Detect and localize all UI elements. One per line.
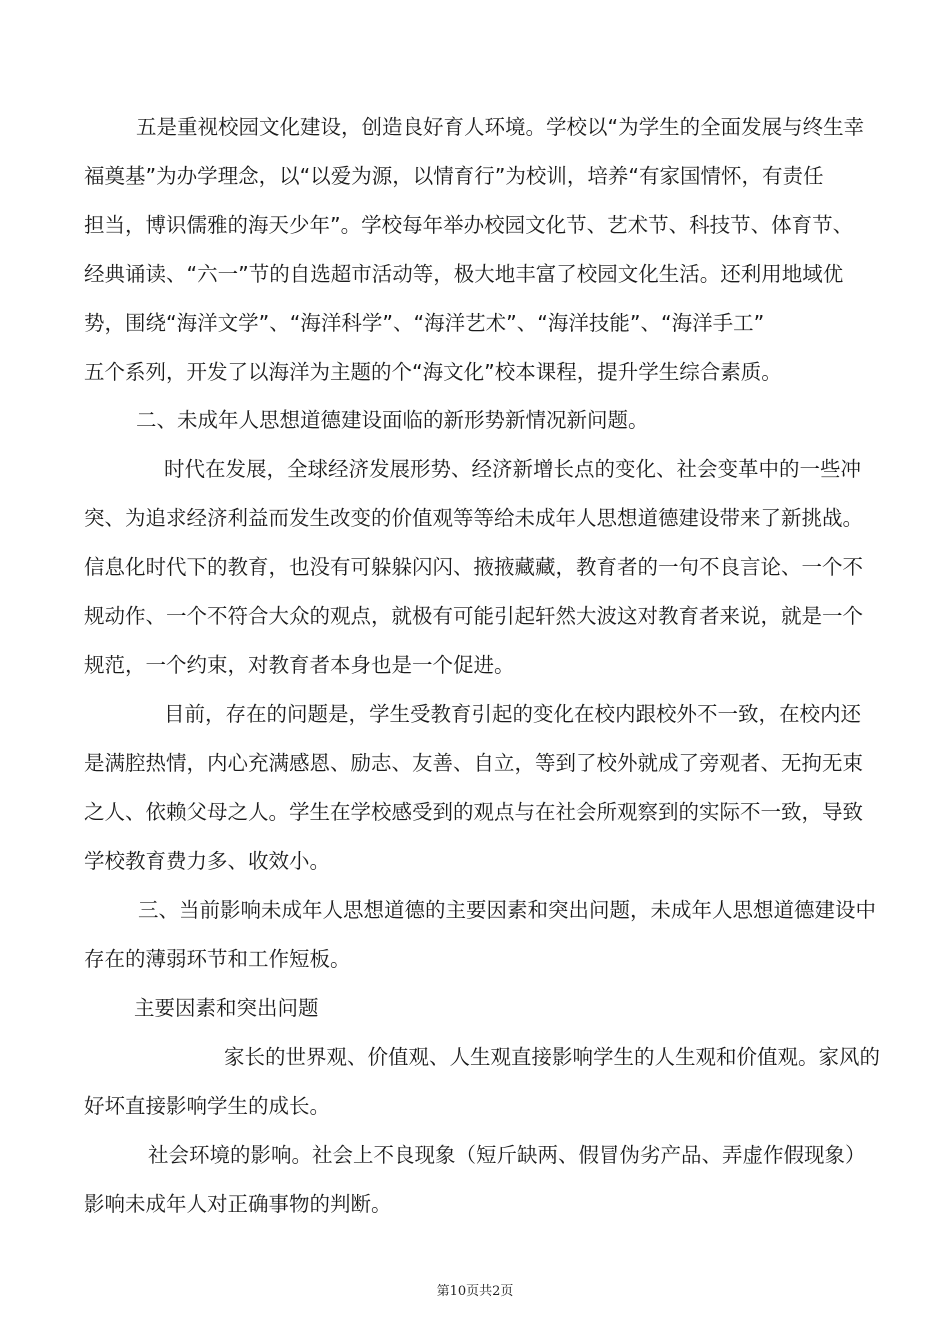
heading-text: 存在的薄弱环节和工作短板。 (84, 947, 351, 971)
text-line: 担当，博识儒雅的海天少年”。学校每年举办校园文化节、艺术节、科技节、体育节、 (84, 213, 854, 237)
text-line: 信息化时代下的教育，也没有可躲躲闪闪、掖掖藏藏，教育者的一句不良言论、一个不 (84, 555, 863, 579)
text-line: 目前，存在的问题是，学生受教育引起的变化在校内跟校外不一致，在校内还 (164, 702, 861, 726)
subheading-factors (84, 984, 874, 1033)
paragraph-social-influence (84, 1131, 874, 1229)
heading-text: 主要因素和突出问题 (134, 996, 319, 1020)
text-line: 突、为追求经济利益而发生改变的价值观等等给未成年人思想道德建设带来了新挑战。 (84, 506, 863, 530)
text-line: 好坏直接影响学生的成长。 (84, 1094, 330, 1118)
paragraph-current-problems (84, 690, 874, 886)
text-line: 之人、依赖父母之人。学生在学校感受到的观点与在社会所观察到的实际不一致，导致 (84, 800, 863, 824)
text-line: 是满腔热情，内心充满感恩、励志、友善、自立，等到了校外就成了旁观者、无拘无束 (84, 751, 863, 775)
text-line: 时代在发展，全球经济发展形势、经济新增长点的变化、社会变革中的一些冲 (164, 457, 861, 481)
section-heading-three (84, 886, 874, 984)
text-line: 影响未成年人对正确事物的判断。 (84, 1192, 392, 1216)
text-line: 五是重视校园文化建设，创造良好育人环境。学校以“为学生的全面发展与终生幸 (136, 115, 865, 139)
section-heading-two (84, 396, 874, 445)
heading-text: 三、当前影响未成年人思想道德的主要因素和突出问题，未成年人思想道德建设中 (138, 898, 876, 922)
text-line: 福奠基”为办学理念，以“以爱为源，以情育行”为校训，培养“有家国情怀，有责任 (84, 164, 824, 188)
page-footer: 第10页共2页 (436, 1284, 514, 1299)
text-line: 势，围绕“海洋文学”、“海洋科学”、“海洋艺术”、“海洋技能”、“海洋手工” (84, 311, 765, 335)
text-line: 规动作、一个不符合大众的观点，就极有可能引起轩然大波这对教育者来说，就是一个 (84, 604, 863, 628)
paragraph-family-influence (84, 1033, 880, 1131)
text-line: 社会环境的影响。社会上不良现象（短斤缺两、假冒伪劣产品、弄虚作假现象） (148, 1143, 866, 1167)
text-line: 五个系列，开发了以海洋为主题的个“海文化”校本课程，提升学生综合素质。 (84, 360, 782, 384)
text-line: 学校教育费力多、收效小。 (84, 849, 330, 873)
paragraph-new-situation (84, 445, 874, 690)
heading-text: 二、未成年人思想道德建设面临的新形势新情况新问题。 (136, 408, 649, 432)
text-line: 家长的世界观、价值观、人生观直接影响学生的人生观和价值观。家风的 (224, 1045, 880, 1069)
paragraph-culture (84, 103, 874, 397)
text-line: 规范，一个约束，对教育者本身也是一个促进。 (84, 653, 515, 677)
text-line: 经典诵读、“六一”节的自选超市活动等，极大地丰富了校园文化生活。还利用地域优 (84, 262, 844, 286)
